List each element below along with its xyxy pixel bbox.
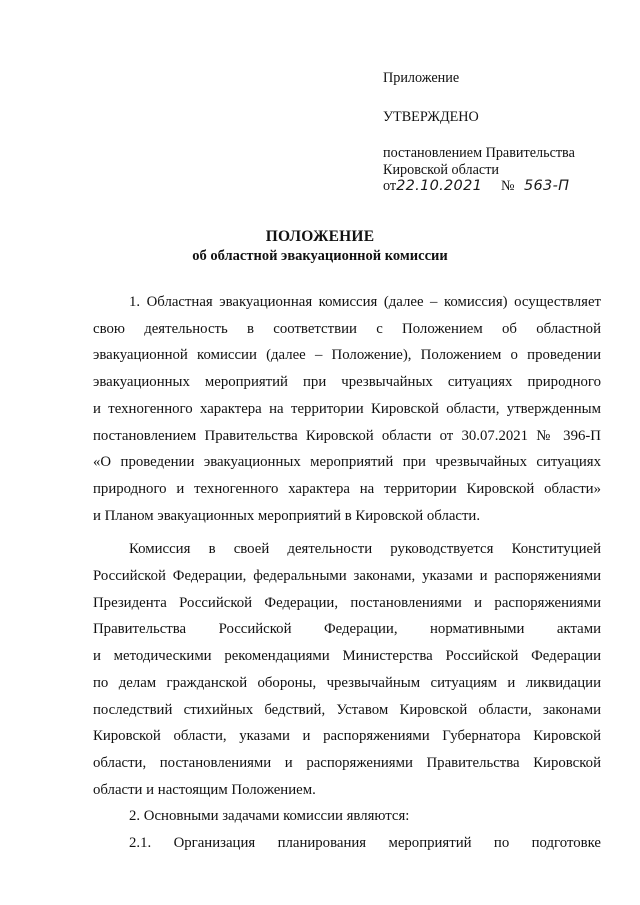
approved-label: УТВЕРЖДЕНО	[383, 108, 479, 125]
body-line: Кировской области, указами и распоряжениями Губернатора Кировской	[93, 728, 601, 745]
body-line: Комиссия в своей деятельности руководствуется Конституцией	[129, 541, 601, 558]
decree-line-1: постановлением Правительства	[383, 145, 575, 161]
decree-line-2: Кировской области	[383, 161, 499, 178]
body-line: Президента Российской Федерации, постановлениями и распоряжениями	[93, 594, 601, 611]
body-line: и Планом эвакуационных мероприятий в Кировской области.	[93, 507, 481, 524]
document-title: ПОЛОЖЕНИЕ	[265, 228, 375, 245]
date-prefix: от	[383, 178, 397, 194]
number-prefix: №	[501, 178, 515, 194]
date-number-row	[383, 178, 623, 195]
body-line: области, постановлениями и распоряжениями Правительства Кировской	[93, 754, 601, 771]
body-line: области и настоящим Положением.	[93, 781, 316, 798]
body-line: Правительства Российской Федерации, нормативными актами	[93, 621, 601, 638]
approval-stamp	[383, 70, 623, 195]
section-heading: 2. Основными задачами комиссии являются:	[129, 808, 410, 825]
body-line: свою деятельность в соответствии с Положением об областной	[93, 320, 601, 337]
body-line: 2.1. Организация планирования мероприятий по подготовке	[129, 835, 601, 852]
body-line: «О проведении эвакуационных мероприятий при чрезвычайных ситуациях	[93, 454, 601, 471]
body-line: и методическими рекомендациями Министерства Российской Федерации	[93, 648, 601, 665]
body-line: постановлением Правительства Кировской области от 30.07.2021 № 396-П	[93, 427, 601, 444]
body-line: эвакуационных мероприятий при чрезвычайных ситуациях природного	[93, 374, 601, 391]
body-line: эвакуационной комиссии (далее – Положение), Положением о проведении	[93, 347, 601, 364]
body-line: последствий стихийных бедствий, Уставом Кировской области, законами	[93, 701, 601, 718]
handwritten-number: 563-П	[524, 178, 570, 194]
document-subtitle: об областной эвакуационной комиссии	[192, 248, 448, 264]
body-line: и техногенного характера на территории Кировской области, утвержденным	[93, 400, 601, 417]
body-line: Российской Федерации, федеральными законами, указами и распоряжениями	[93, 568, 601, 585]
document-body	[93, 289, 601, 857]
handwritten-date: 22.10.2021	[396, 178, 483, 194]
body-line: по делам гражданской обороны, чрезвычайным ситуациям и ликвидации	[93, 674, 601, 691]
body-line: 1. Областная эвакуационная комиссия (далее – комиссия) осуществляет	[129, 294, 601, 310]
appendix-label: Приложение	[383, 70, 460, 86]
body-line: природного и техногенного характера на территории Кировской области»	[93, 480, 601, 497]
